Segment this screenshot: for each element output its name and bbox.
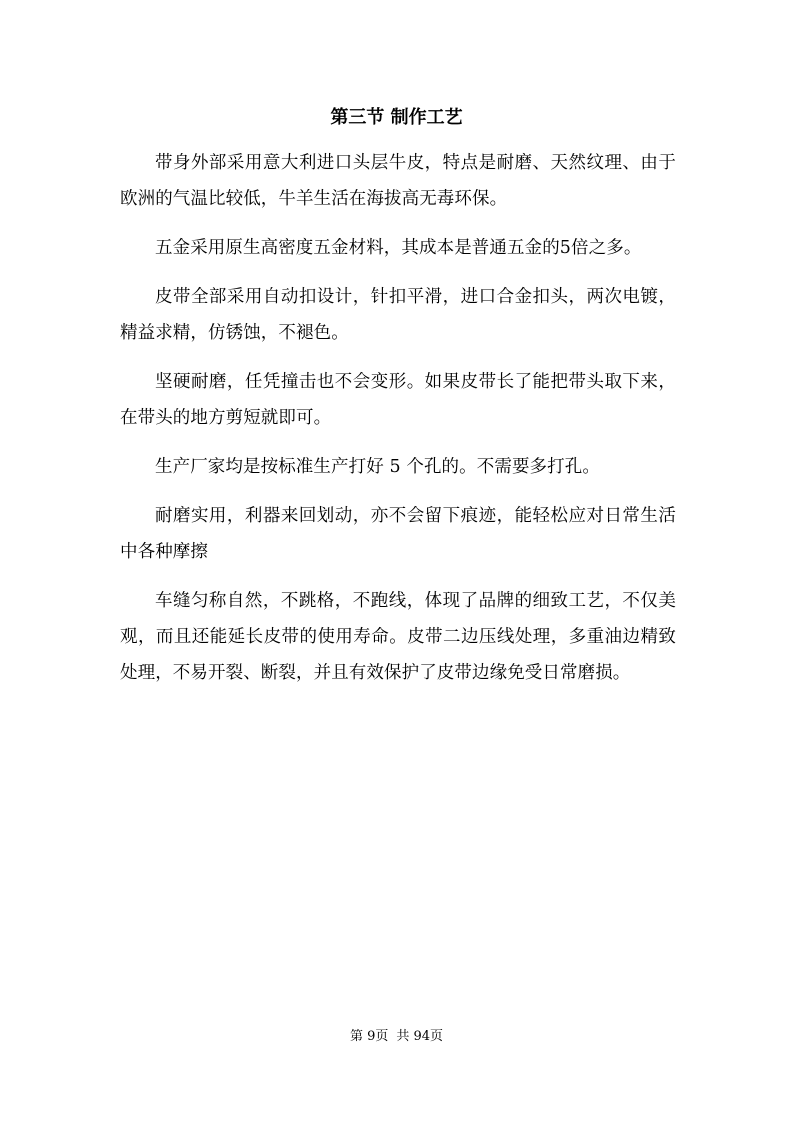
paragraph-wear: 耐磨实用，利器来回划动，亦不会留下痕迹，能轻松应对日常生活中各种摩擦	[120, 506, 676, 562]
paragraph-holes: 生产厂家均是按标准生产打好 5 个孔的。不需要多打孔。	[155, 457, 600, 477]
page-number: 第 9页	[349, 1029, 389, 1044]
section-title: 第三节 制作工艺	[330, 107, 463, 128]
paragraph-stitching: 车缝匀称自然，不跳格，不跑线，体现了品牌的细致工艺，不仅美观，而且还能延长皮带的使用寿命。皮带二边压线处理，多重油边精致处理，不易开裂、断裂，并且有效保护了皮带边缘免受日常磨损。	[120, 591, 676, 683]
paragraph-leather: 带身外部采用意大利进口头层牛皮，特点是耐磨、天然纹理、由于欧洲的气温比较低，牛羊生活在海拔高无毒环保。	[120, 153, 676, 209]
paragraph-durability: 坚硬耐磨，任凭撞击也不会变形。如果皮带长了能把带头取下来，在带头的地方剪短就即可。	[120, 372, 676, 428]
page-footer	[0, 1028, 793, 1046]
paragraph-buckle: 皮带全部采用自动扣设计，针扣平滑，进口合金扣头，两次电镀，精益求精，仿锈蚀，不褪色。	[120, 287, 676, 343]
body-text	[120, 145, 676, 704]
page-total: 共 94页	[396, 1029, 444, 1044]
paragraph-hardware: 五金采用原生高密度五金材料，其成本是普通五金的5倍之多。	[155, 238, 642, 258]
